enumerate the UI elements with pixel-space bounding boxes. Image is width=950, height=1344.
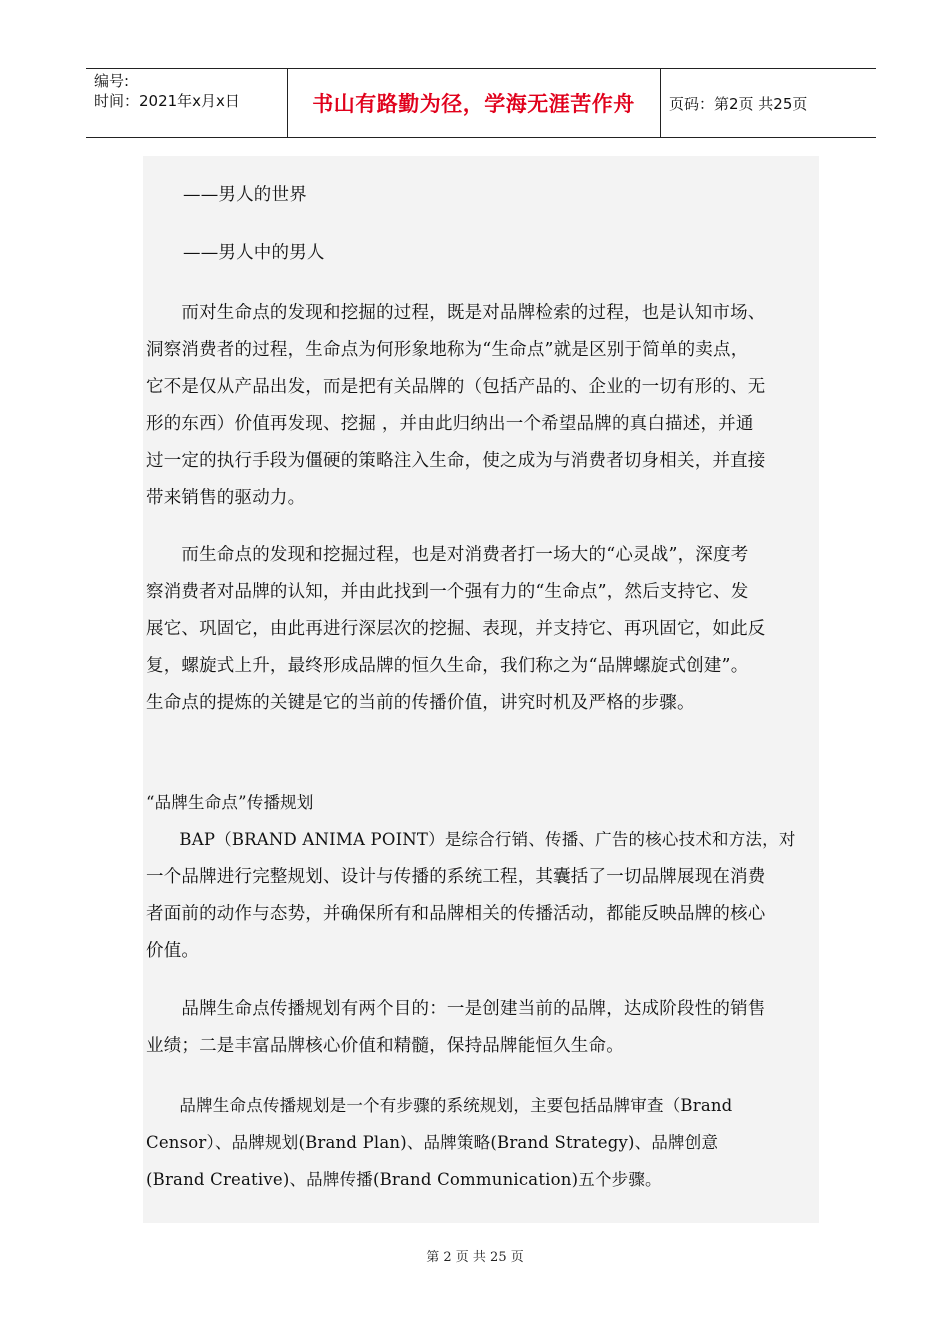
text-line: 它不是仅从产品出发，而是把有关品牌的（包括产品的、企业的一切有形的、无 <box>146 377 766 397</box>
text-line: 而生命点的发现和挖掘过程，也是对消费者打一场大的“心灵战”，深度考 <box>146 545 749 565</box>
text-line: 洞察消费者的过程，生命点为何形象地称为“生命点”就是区别于简单的卖点， <box>146 340 749 360</box>
text-line: 一个品牌进行完整规划、设计与传播的系统工程，其囊括了一切品牌展现在消费 <box>146 867 766 887</box>
number-label: 编号: <box>94 72 130 90</box>
text-line: (Brand Creative)、品牌传播(Brand Communication)五个步骤。 <box>146 1170 662 1189</box>
text-line: 价值。 <box>146 941 200 961</box>
header-page-label: 页码：第2页 共25页 <box>669 94 808 113</box>
document-body <box>143 156 819 1223</box>
text-line: 展它、巩固它，由此再进行深层次的挖掘、表现，并支持它、再巩固它，如此反 <box>146 619 766 639</box>
text-line: 复，螺旋式上升，最终形成品牌的恒久生命，我们称之为“品牌螺旋式创建”。 <box>146 656 749 676</box>
text-line: 察消费者对品牌的认知，并由此找到一个强有力的“生命点”，然后支持它、发 <box>146 582 749 602</box>
text-line: ——男人中的男人 <box>183 243 325 263</box>
text-line: 业绩；二是丰富品牌核心价值和精髓，保持品牌能恒久生命。 <box>146 1036 624 1056</box>
text-line: 者面前的动作与态势，并确保所有和品牌相关的传播活动，都能反映品牌的核心 <box>146 904 766 924</box>
text-line: ——男人的世界 <box>183 185 307 205</box>
time-label: 时间：2021年x月x日 <box>94 92 240 110</box>
text-line: Censor）、品牌规划(Brand Plan)、品牌策略(Brand Strategy)、品牌创意 <box>146 1133 719 1152</box>
text-line: 而对生命点的发现和挖掘的过程，既是对品牌检索的过程，也是认知市场、 <box>146 303 766 323</box>
text-line: 形的东西）价值再发现、挖掘 ，并由此归纳出一个希望品牌的真白描述，并通 <box>146 414 754 434</box>
text-line: 品牌生命点传播规划有两个目的：一是创建当前的品牌，达成阶段性的销售 <box>146 999 766 1019</box>
text-line: 品牌生命点传播规划是一个有步骤的系统规划，主要包括品牌审查（Brand <box>146 1096 733 1115</box>
page-header <box>86 68 876 138</box>
text-line: 过一定的执行手段为僵硬的策略注入生命，使之成为与消费者切身相关，并直接 <box>146 451 766 471</box>
text-line: 生命点的提炼的关键是它的当前的传播价值，讲究时机及严格的步骤。 <box>146 693 695 713</box>
header-meta <box>86 69 288 137</box>
text-line: BAP（BRAND ANIMA POINT）是综合行销、传播、广告的核心技术和方法，对 <box>146 830 796 849</box>
header-motto: 书山有路勤为径，学海无涯苦作舟 <box>287 69 661 137</box>
section-heading: “品牌生命点”传播规划 <box>146 793 314 812</box>
text-line: 带来销售的驱动力。 <box>146 488 306 508</box>
page-footer: 第 2 页 共 25 页 <box>426 1250 524 1265</box>
